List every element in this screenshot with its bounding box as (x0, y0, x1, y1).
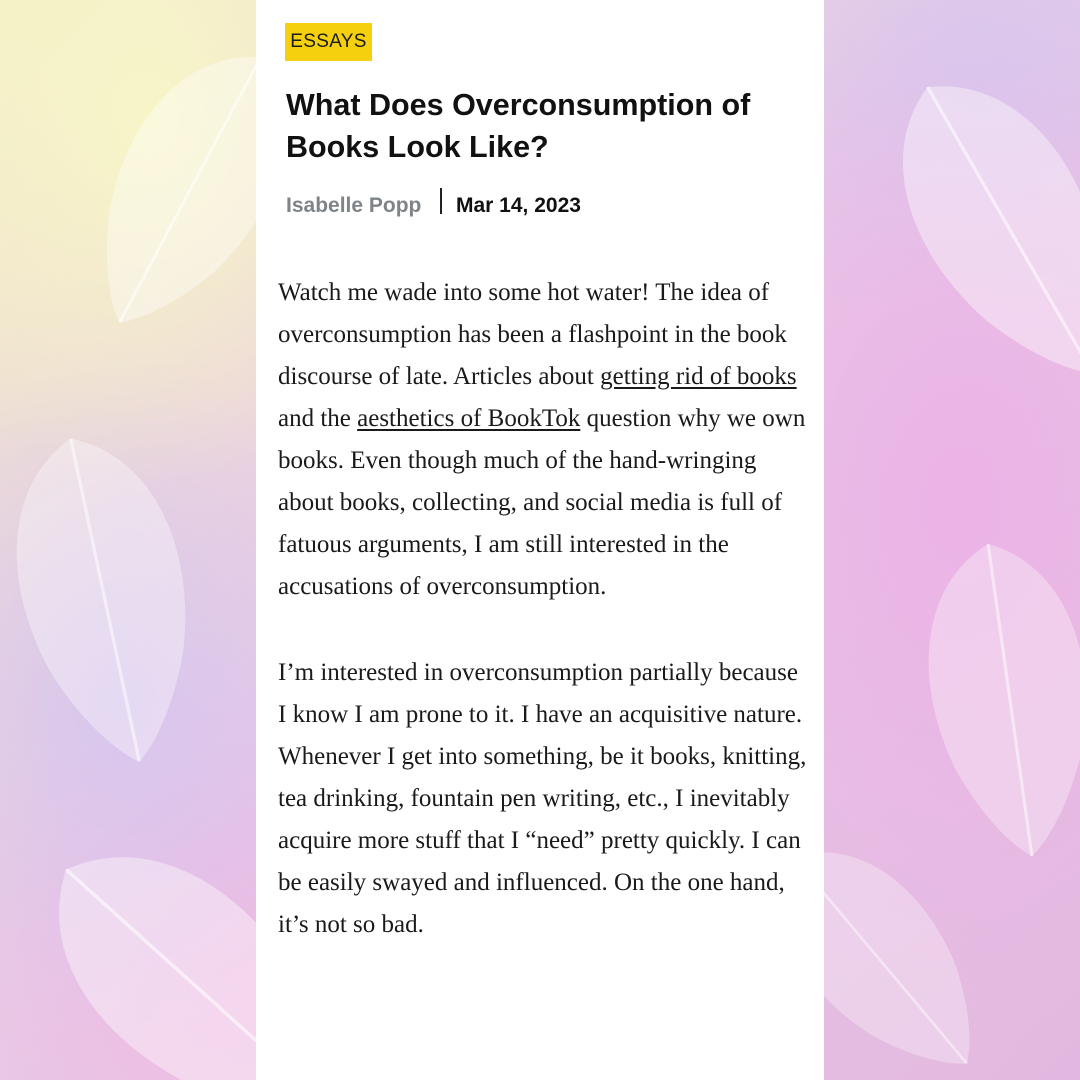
article-card (256, 0, 824, 1080)
post-title: What Does Overconsumption of Books Look Like? (286, 88, 751, 164)
body-paragraph (278, 272, 808, 608)
leaf-icon (857, 47, 1080, 414)
leaf-icon (0, 422, 218, 778)
byline (286, 188, 806, 228)
body-text: question why we own books. Even though much of the hand-wringing about books, collecting, and social media is full of fatuous arguments, I am still interested in the accusations of overconsumption. (278, 405, 806, 600)
body-paragraph: I’m interested in overconsumption partially because I know I am prone to it. I have an acquisitive nature. Whenever I get into something, be it books, knitting, tea drinking, fountain pen writing, etc., I inevitably acquire more stuff that I “need” pretty quickly. I can be easily swayed and influenced. On the one hand, it’s not so bad. (278, 659, 807, 938)
post-body (278, 272, 808, 990)
post-date: Mar 14, 2023 (456, 194, 581, 217)
category-badge[interactable]: ESSAYS (285, 23, 372, 61)
getting-rid-of-books-link[interactable]: getting rid of books (600, 363, 797, 390)
aesthetics-of-booktok-link[interactable]: aesthetics of BookTok (357, 405, 581, 432)
byline-divider (440, 188, 442, 214)
body-text: and the (278, 405, 358, 432)
author-name[interactable]: Isabelle Popp (286, 194, 422, 217)
leaf-icon (912, 533, 1080, 866)
body-text: Watch me wade into some hot water! The idea of overconsumption has been a flashpoint in the book discourse of late. Articles about (278, 279, 787, 390)
